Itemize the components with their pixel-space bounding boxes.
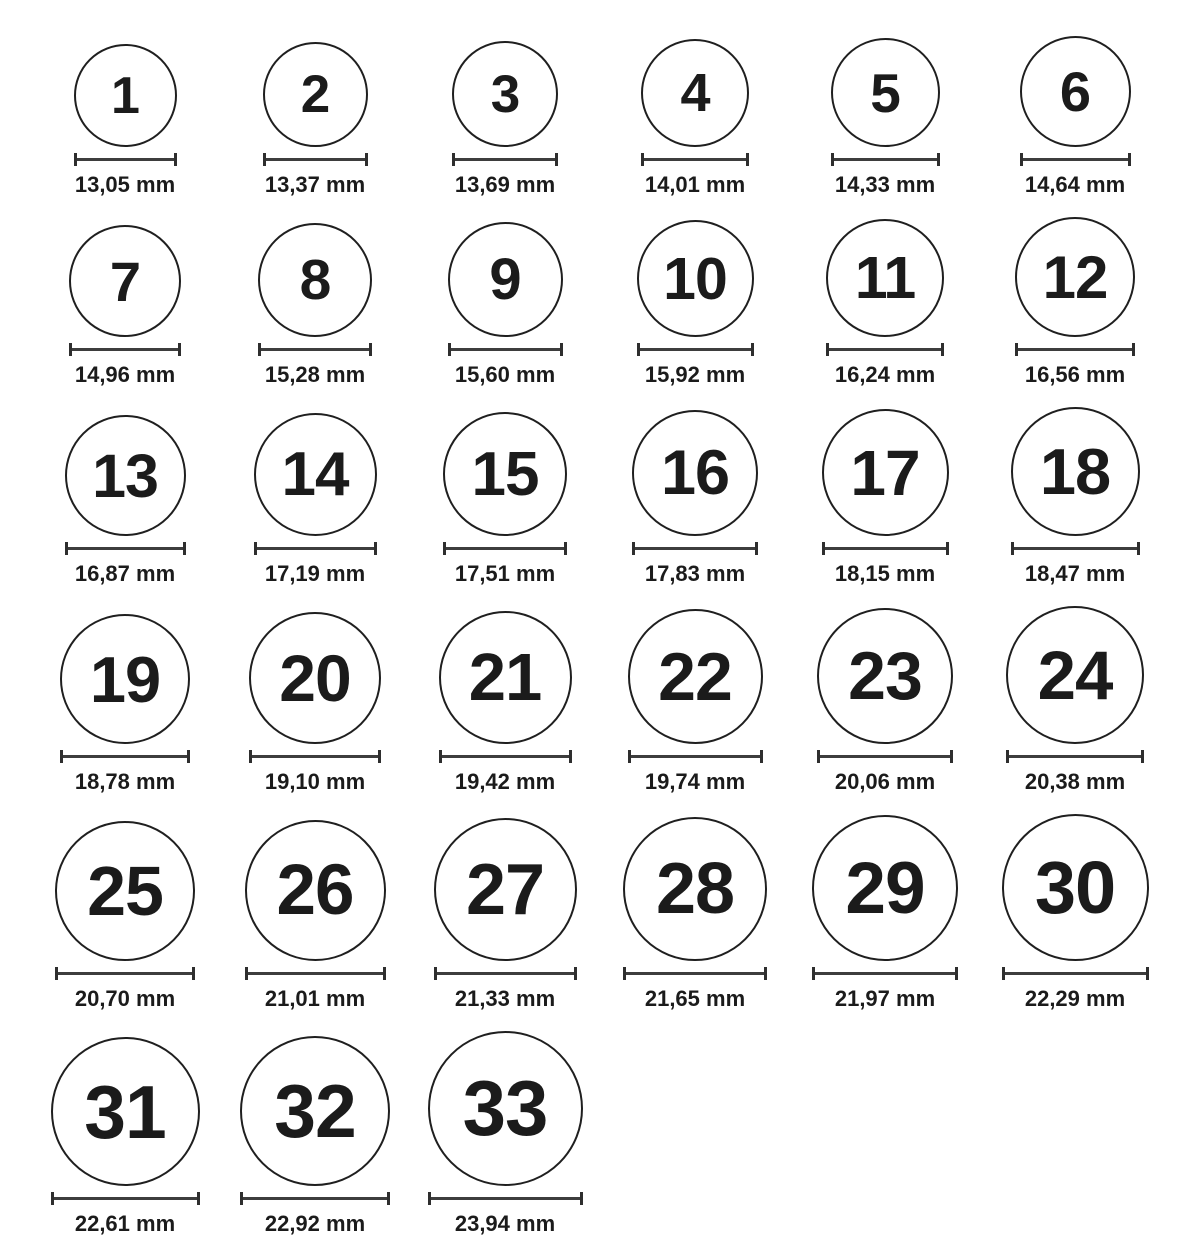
measure-bar [446,547,564,550]
ring-size-number: 26 [276,851,354,930]
ring-size-cell [30,821,220,1010]
diameter-measure-line [1002,967,1149,980]
diameter-measure-line [812,967,958,980]
ring-size-number: 16 [660,438,730,508]
diameter-measure-line [448,343,563,356]
measure-bar [815,972,955,975]
ring-circle [1006,606,1144,744]
ring-circle [826,219,944,337]
ring-size-cell [600,609,790,793]
ring-size-number: 11 [854,245,916,311]
ring-circle [263,42,368,147]
diameter-label: 20,70 mm [74,986,176,1011]
diameter-measure-line [831,153,940,166]
ring-size-cell [220,612,410,793]
ring-size-cell [980,217,1170,386]
diameter-label: 19,42 mm [454,769,556,794]
measure-bar [1005,972,1146,975]
ring-size-cell [600,410,790,585]
ring-size-cell [980,814,1170,1010]
ring-size-number: 22 [658,638,732,715]
measure-bar [58,972,192,975]
ring-size-number: 12 [1042,243,1108,311]
size-row [30,1031,1170,1235]
ring-size-number: 18 [1039,435,1111,508]
measure-bar [257,547,374,550]
ring-circle [249,612,381,744]
ring-size-cell [790,38,980,196]
ring-size-cell [410,1031,600,1235]
ring-circle [637,220,754,337]
ring-size-number: 6 [1059,60,1091,123]
ring-size-number: 33 [462,1064,548,1152]
ring-circle [258,223,372,337]
ring-circle [60,614,190,744]
diameter-measure-line [65,542,186,555]
ring-size-cell [790,219,980,386]
ring-circle [443,412,567,536]
diameter-label: 21,01 mm [264,986,366,1011]
ring-circle [831,38,940,147]
diameter-label: 13,05 mm [74,172,176,197]
diameter-label: 17,19 mm [264,561,366,586]
ring-size-number: 24 [1037,636,1113,714]
ring-size-cell [790,409,980,585]
measure-bar [451,348,560,351]
diameter-label: 18,15 mm [834,561,936,586]
ring-size-cell [220,820,410,1010]
diameter-label: 14,33 mm [834,172,936,197]
size-row [30,407,1170,585]
measure-bar [829,348,941,351]
diameter-label: 18,47 mm [1024,561,1126,586]
measure-bar [243,1197,387,1200]
ring-size-cell [600,220,790,386]
diameter-label: 19,10 mm [264,769,366,794]
measure-bar [631,755,760,758]
ring-circle [1015,217,1135,337]
diameter-label: 22,29 mm [1024,986,1126,1011]
diameter-label: 21,65 mm [644,986,746,1011]
diameter-label: 15,92 mm [644,362,746,387]
diameter-measure-line [258,343,372,356]
ring-size-cell [30,415,220,585]
ring-size-cell [600,39,790,196]
ring-circle [822,409,949,536]
diameter-measure-line [1011,542,1140,555]
ring-size-cell [220,42,410,196]
ring-size-number: 23 [848,638,922,714]
ring-size-cell [220,223,410,386]
ring-size-cell [410,222,600,386]
ring-size-cell [410,818,600,1010]
ring-size-number: 29 [845,847,925,929]
diameter-label: 22,92 mm [264,1211,366,1236]
measure-bar [834,158,937,161]
ring-circle [55,821,195,961]
measure-bar [644,158,746,161]
ring-circle [812,815,958,961]
ring-size-cell [790,608,980,793]
diameter-measure-line [817,750,953,763]
diameter-label: 17,83 mm [644,561,746,586]
ring-circle [240,1036,390,1186]
ring-size-cell [410,412,600,585]
ring-circle [1020,36,1131,147]
ring-circle [74,44,177,147]
ring-size-cell [220,413,410,585]
measure-bar [1009,755,1141,758]
measure-bar [266,158,365,161]
ring-circle [428,1031,583,1186]
measure-bar [72,348,178,351]
measure-bar [820,755,950,758]
diameter-measure-line [623,967,767,980]
ring-size-number: 3 [490,64,520,124]
measure-bar [1018,348,1132,351]
diameter-label: 21,97 mm [834,986,936,1011]
diameter-label: 16,87 mm [74,561,176,586]
ring-size-cell [30,1037,220,1235]
ring-size-cell [980,407,1170,585]
measure-bar [635,547,755,550]
ring-size-number: 15 [471,439,539,509]
diameter-measure-line [240,1192,390,1205]
diameter-measure-line [69,343,181,356]
diameter-label: 13,69 mm [454,172,556,197]
diameter-measure-line [263,153,368,166]
ring-size-number: 1 [111,66,139,125]
ring-size-number: 20 [279,641,351,715]
measure-bar [68,547,183,550]
diameter-measure-line [443,542,567,555]
diameter-label: 20,38 mm [1024,769,1126,794]
ring-size-number: 21 [468,640,542,715]
diameter-label: 15,28 mm [264,362,366,387]
measure-bar [252,755,378,758]
measure-bar [261,348,369,351]
measure-bar [77,158,174,161]
diameter-measure-line [822,542,949,555]
diameter-measure-line [51,1192,200,1205]
measure-bar [825,547,946,550]
ring-size-cell [30,225,220,386]
diameter-measure-line [439,750,572,763]
ring-circle [641,39,749,147]
ring-size-number: 2 [300,65,330,124]
diameter-measure-line [628,750,763,763]
ring-size-number: 19 [89,642,161,716]
ring-circle [69,225,181,337]
diameter-label: 16,56 mm [1024,362,1126,387]
ring-circle [632,410,758,536]
measure-bar [442,755,569,758]
ring-size-number: 27 [465,849,545,930]
ring-circle [65,415,186,536]
ring-size-number: 32 [274,1069,356,1153]
ring-size-cell [220,1036,410,1235]
ring-size-cell [30,614,220,793]
ring-circle [817,608,953,744]
ring-circle [254,413,377,536]
measure-bar [626,972,764,975]
ring-size-cell [980,36,1170,196]
size-row [30,814,1170,1010]
ring-size-number: 30 [1034,846,1116,929]
ring-circle [452,41,558,147]
measure-bar [437,972,574,975]
diameter-label: 19,74 mm [644,769,746,794]
ring-size-cell [790,815,980,1010]
ring-circle [51,1037,200,1186]
measure-bar [1023,158,1128,161]
diameter-measure-line [55,967,195,980]
ring-size-cell [30,44,220,196]
size-row [30,36,1170,196]
diameter-label: 15,60 mm [454,362,556,387]
diameter-measure-line [632,542,758,555]
ring-size-number: 31 [84,1069,166,1154]
measure-bar [248,972,383,975]
ring-size-number: 14 [281,440,349,509]
ring-circle [1011,407,1140,536]
ring-size-cell [600,817,790,1010]
diameter-measure-line [637,343,754,356]
diameter-label: 17,51 mm [454,561,556,586]
diameter-label: 14,64 mm [1024,172,1126,197]
diameter-label: 22,61 mm [74,1211,176,1236]
ring-circle [439,611,572,744]
diameter-measure-line [254,542,377,555]
diameter-measure-line [60,750,190,763]
diameter-measure-line [245,967,386,980]
diameter-label: 18,78 mm [74,769,176,794]
ring-size-number: 25 [87,852,163,930]
diameter-measure-line [452,153,558,166]
measure-bar [1014,547,1137,550]
diameter-measure-line [1015,343,1135,356]
diameter-measure-line [434,967,577,980]
diameter-measure-line [1020,153,1131,166]
size-row [30,217,1170,386]
ring-size-number: 13 [92,441,158,510]
diameter-label: 14,01 mm [644,172,746,197]
measure-bar [431,1197,580,1200]
diameter-measure-line [249,750,381,763]
size-row [30,606,1170,793]
ring-size-cell [980,606,1170,793]
measure-bar [54,1197,197,1200]
diameter-label: 20,06 mm [834,769,936,794]
ring-size-number: 9 [489,247,521,312]
diameter-label: 14,96 mm [74,362,176,387]
ring-size-number: 7 [109,249,141,313]
diameter-measure-line [826,343,944,356]
diameter-label: 21,33 mm [454,986,556,1011]
measure-bar [640,348,751,351]
ring-size-number: 10 [663,245,727,312]
ring-size-number: 28 [655,849,735,929]
diameter-label: 13,37 mm [264,172,366,197]
ring-size-number: 8 [299,248,331,312]
ring-circle [628,609,763,744]
ring-size-number: 4 [680,63,710,123]
ring-circle [448,222,563,337]
ring-size-cell [410,41,600,196]
ring-circle [1002,814,1149,961]
diameter-measure-line [74,153,177,166]
measure-bar [63,755,187,758]
ring-circle [434,818,577,961]
ring-circle [623,817,767,961]
diameter-label: 16,24 mm [834,362,936,387]
ring-size-number: 5 [870,61,900,124]
ring-circle [245,820,386,961]
ring-size-cell [410,611,600,793]
diameter-measure-line [428,1192,583,1205]
ring-size-number: 17 [850,436,920,509]
diameter-label: 23,94 mm [454,1211,556,1236]
measure-bar [455,158,555,161]
diameter-measure-line [641,153,749,166]
diameter-measure-line [1006,750,1144,763]
